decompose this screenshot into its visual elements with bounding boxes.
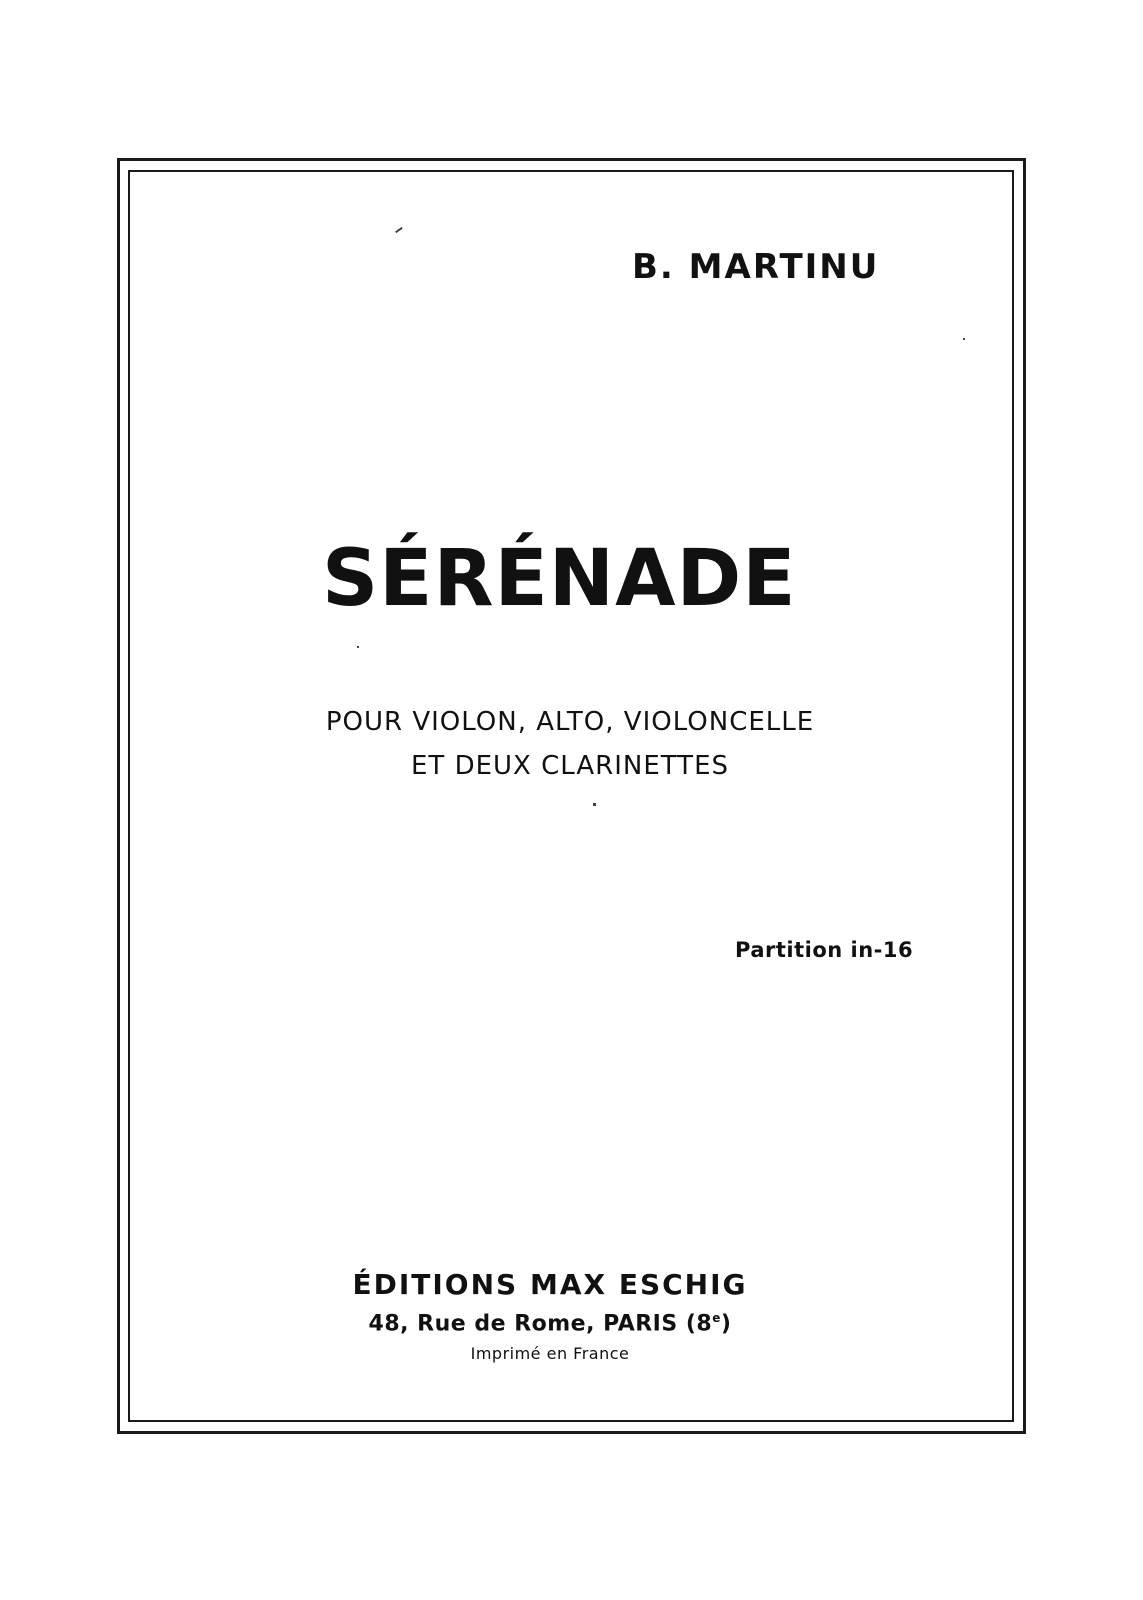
publisher-block xyxy=(330,1268,770,1363)
scan-speck xyxy=(593,803,596,806)
address-superscript: e xyxy=(712,1311,721,1325)
scan-speck xyxy=(963,338,965,340)
publisher-name: ÉDITIONS MAX ESCHIG xyxy=(352,1268,748,1301)
address-text: 48, Rue de Rome, PARIS (8 xyxy=(368,1311,713,1337)
address-close: ) xyxy=(720,1311,732,1337)
instrumentation-line-1: POUR VIOLON, ALTO, VIOLONCELLE xyxy=(325,707,815,737)
instrumentation xyxy=(290,700,850,788)
instrumentation-line-2: ET DEUX CLARINETTES xyxy=(411,751,729,781)
score-format: Partition in-16 xyxy=(735,938,914,962)
composer-name: B. MARTINU xyxy=(632,247,880,287)
scan-speck xyxy=(357,646,359,648)
publisher-address xyxy=(330,1311,770,1336)
inner-border-frame xyxy=(128,170,1014,1422)
printed-in-note: Imprimé en France xyxy=(470,1344,630,1364)
work-title: SÉRÉNADE xyxy=(322,534,797,624)
